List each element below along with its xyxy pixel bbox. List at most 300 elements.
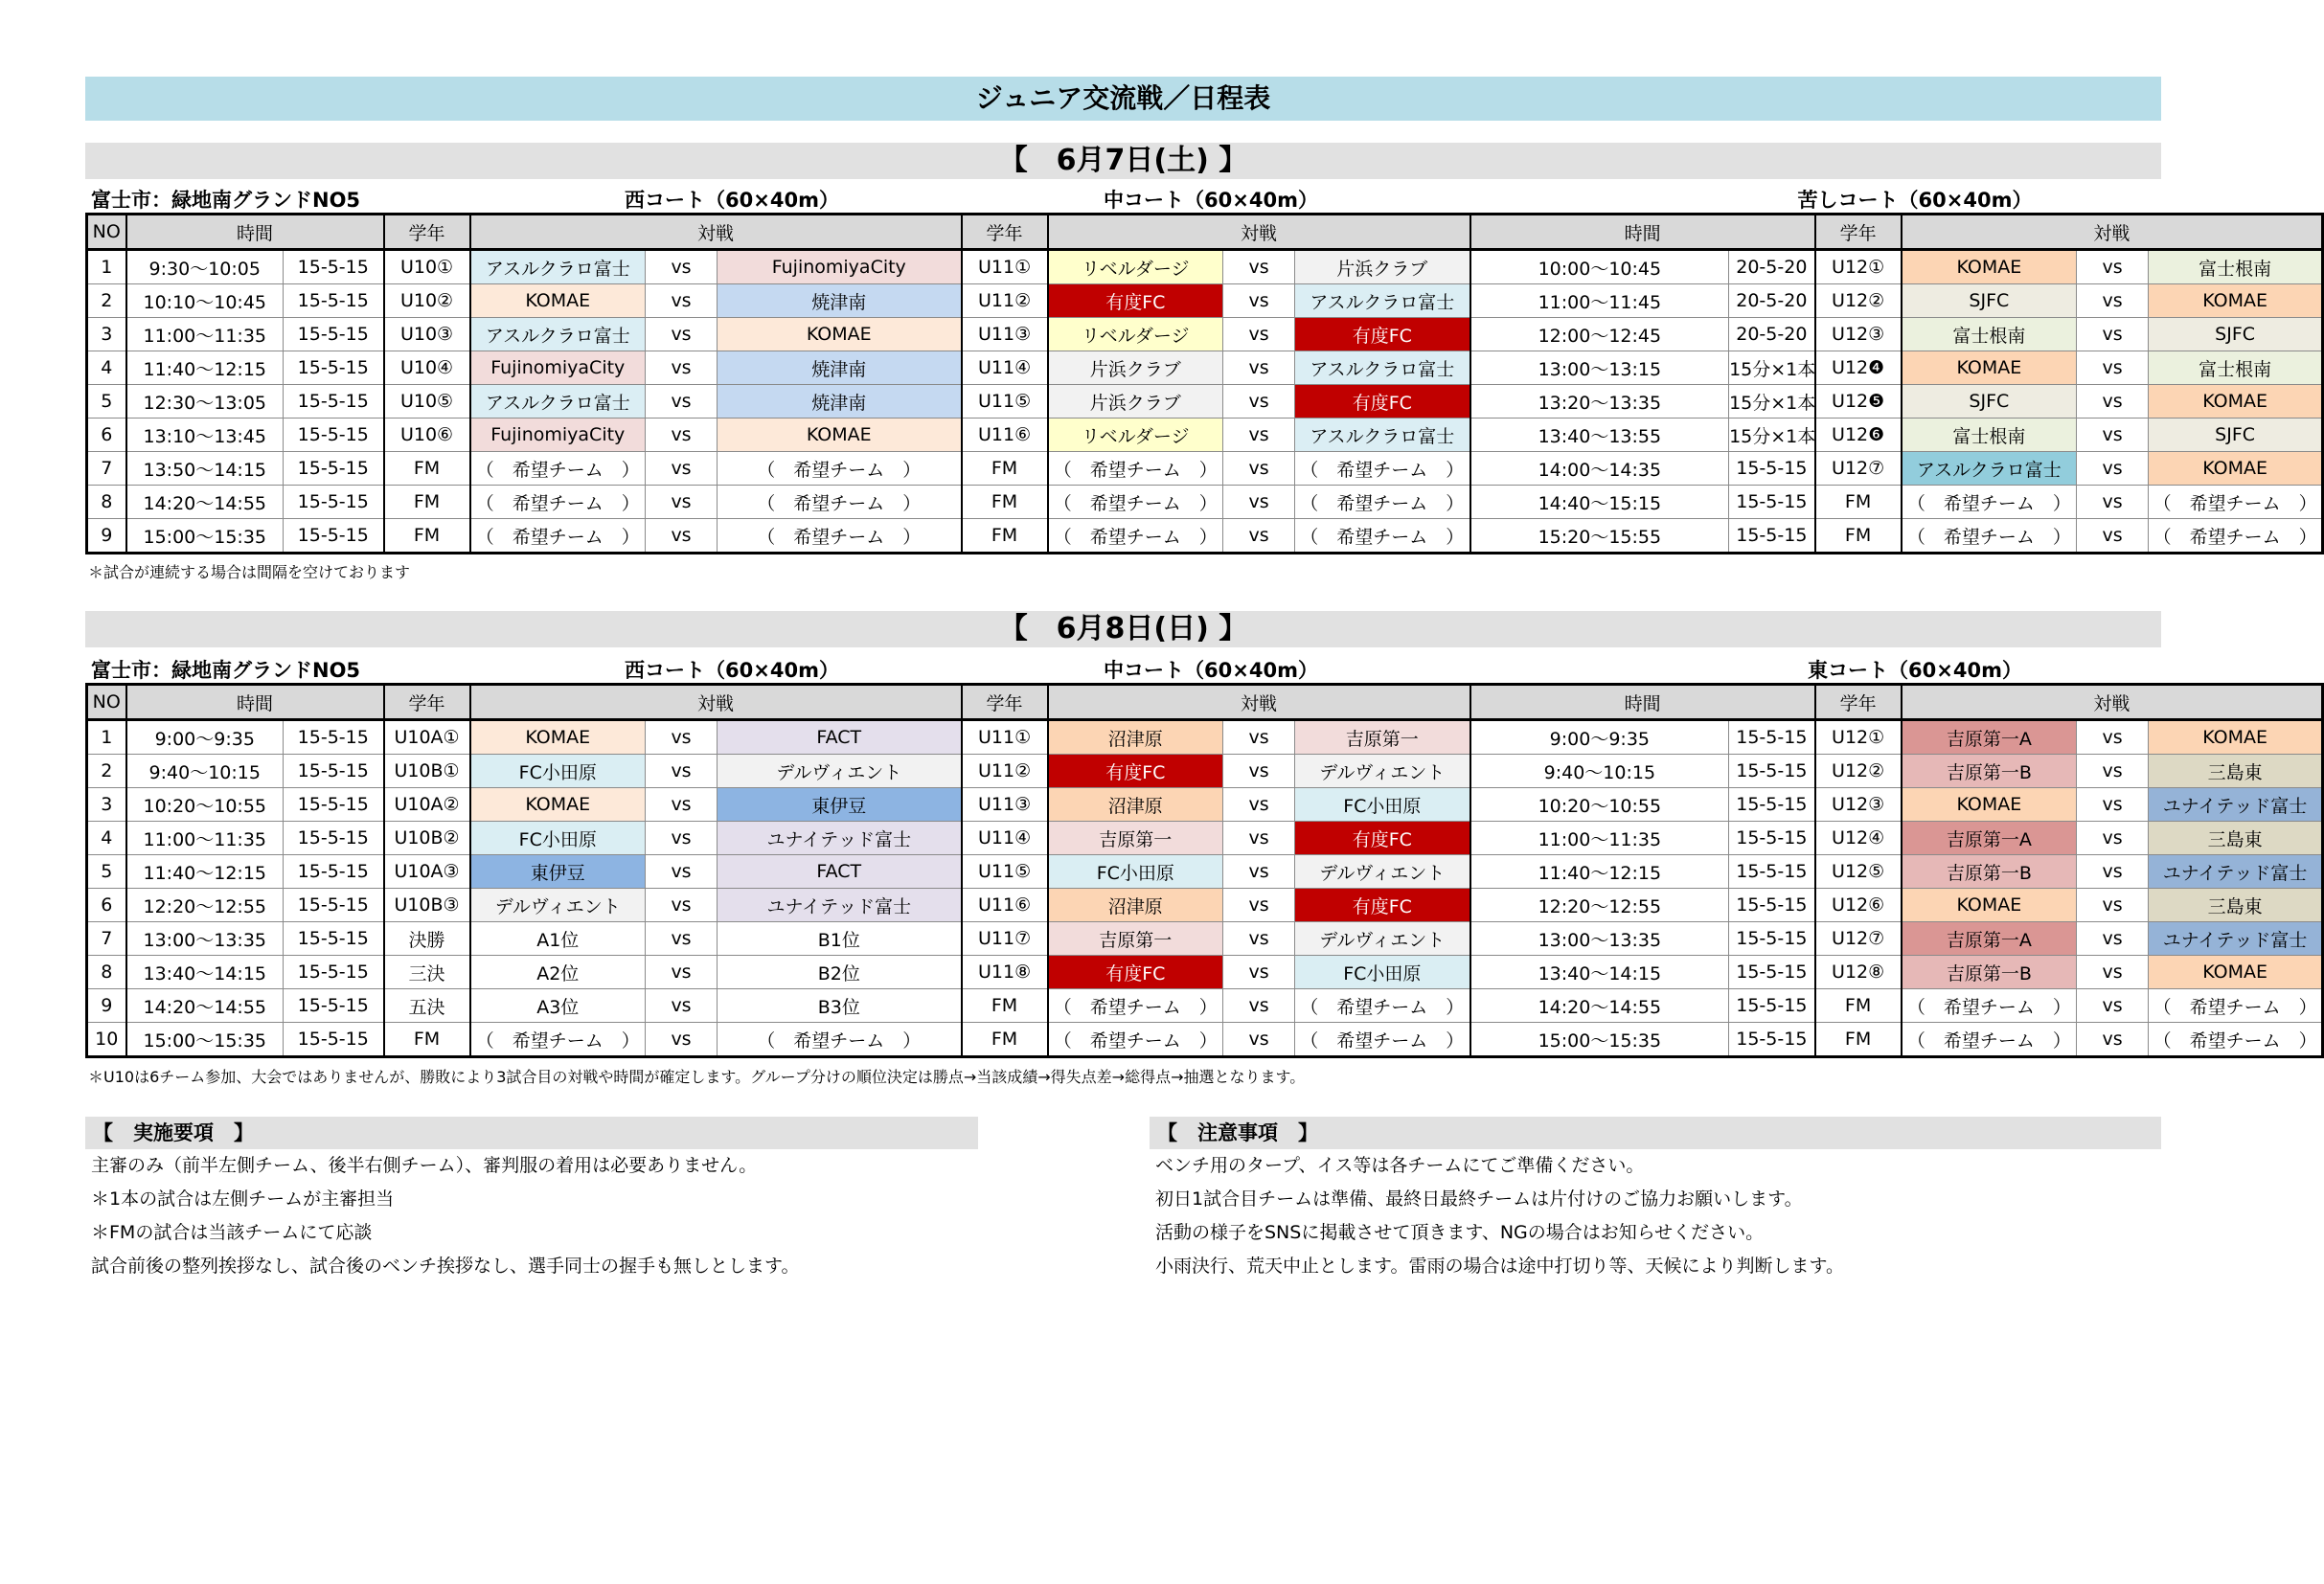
cell-team-home: （ 希望チーム ） (470, 1023, 646, 1057)
cell-format: 15-5-15 (1729, 989, 1815, 1023)
cell-grade: FM (384, 1023, 470, 1057)
cell-grade: U10① (384, 250, 470, 284)
cell-team-away: KOMAE (2149, 956, 2323, 989)
day-2-heading: 【 6月8日(日) 】 (85, 611, 2161, 647)
day-2-west-court: 西コート（60×40m） (625, 659, 839, 682)
cell-time: 11:00～11:35 (1470, 822, 1729, 855)
cell-team-home: アスルクラロ富士 (470, 385, 646, 419)
header-grade: 学年 (1815, 215, 1902, 250)
day-1-west-court: 西コート（60×40m） (625, 189, 839, 212)
table-row (87, 989, 2323, 1023)
day-1-center-court: 中コート（60×40m） (1104, 189, 1318, 212)
cell-grade: U11⑥ (962, 889, 1048, 922)
cell-grade: U11⑦ (962, 922, 1048, 956)
cell-grade: U11④ (962, 351, 1048, 385)
cell-vs: vs (2077, 452, 2149, 486)
cell-team-home: デルヴィエント (470, 889, 646, 922)
cell-time: 10:10～10:45 (126, 284, 284, 318)
cell-grade: U12⑧ (1815, 956, 1902, 989)
cell-team-home: （ 希望チーム ） (1902, 486, 2077, 519)
cell-team-away: （ 希望チーム ） (2149, 486, 2323, 519)
cell-grade: U12③ (1815, 788, 1902, 822)
cell-grade: U11① (962, 250, 1048, 284)
cell-vs: vs (2077, 385, 2149, 419)
cell-vs: vs (646, 452, 718, 486)
cell-team-away: KOMAE (2149, 385, 2323, 419)
cell-time: 11:00～11:45 (1470, 284, 1729, 318)
cell-format: 15-5-15 (284, 889, 384, 922)
table-row (87, 419, 2323, 452)
cell-team-home: （ 希望チーム ） (1048, 989, 1223, 1023)
table-row (87, 788, 2323, 822)
cell-team-away: B1位 (718, 922, 962, 956)
cell-team-home: 沼津原 (1048, 788, 1223, 822)
cell-grade: U12② (1815, 755, 1902, 788)
cell-format: 15-5-15 (284, 720, 384, 755)
cell-team-home: 吉原第一B (1902, 755, 2077, 788)
cell-format: 15-5-15 (284, 351, 384, 385)
cell-time: 12:20～12:55 (1470, 889, 1729, 922)
cell-team-home: 吉原第一A (1902, 720, 2077, 755)
cell-grade: U12① (1815, 720, 1902, 755)
cell-format: 15-5-15 (1729, 720, 1815, 755)
cell-format: 20-5-20 (1729, 284, 1815, 318)
cell-team-away: 有度FC (1295, 385, 1470, 419)
cell-team-away: 有度FC (1295, 822, 1470, 855)
cell-vs: vs (1223, 519, 1295, 554)
cell-team-away: FujinomiyaCity (718, 250, 962, 284)
cell-team-away: 焼津南 (718, 351, 962, 385)
cell-format: 15-5-15 (284, 788, 384, 822)
header-grade: 学年 (962, 215, 1048, 250)
cell-team-away: （ 希望チーム ） (1295, 452, 1470, 486)
cell-grade: U10B① (384, 755, 470, 788)
cell-time: 13:10～13:45 (126, 419, 284, 452)
cell-grade: U12① (1815, 250, 1902, 284)
cell-time: 13:00～13:35 (1470, 922, 1729, 956)
cell-format: 15-5-15 (1729, 956, 1815, 989)
page-title: ジュニア交流戦／日程表 (85, 77, 2161, 121)
cell-vs: vs (646, 486, 718, 519)
cell-format: 15-5-15 (284, 1023, 384, 1057)
cell-grade: U10④ (384, 351, 470, 385)
cell-time: 15:00～15:35 (126, 1023, 284, 1057)
implementation-line: 主審のみ（前半左側チーム、後半右側チーム）、審判服の着用は必要ありません。 (91, 1155, 758, 1176)
cell-time: 9:30～10:05 (126, 250, 284, 284)
cell-team-away: SJFC (2149, 419, 2323, 452)
cell-vs: vs (1223, 720, 1295, 755)
cell-team-away: 焼津南 (718, 385, 962, 419)
cell-time: 14:20～14:55 (126, 486, 284, 519)
cell-format: 15-5-15 (284, 519, 384, 554)
cell-no: 8 (87, 956, 126, 989)
cell-grade: FM (962, 989, 1048, 1023)
cell-vs: vs (2077, 486, 2149, 519)
cell-team-away: FC小田原 (1295, 956, 1470, 989)
cell-time: 11:40～12:15 (126, 855, 284, 889)
table-row (87, 351, 2323, 385)
cell-grade: FM (1815, 519, 1902, 554)
cell-team-home: A1位 (470, 922, 646, 956)
cell-team-away: 富士根南 (2149, 250, 2323, 284)
cell-team-away: デルヴィエント (1295, 855, 1470, 889)
header-time: 時間 (1470, 215, 1815, 250)
cell-time: 11:40～12:15 (126, 351, 284, 385)
cell-time: 13:40～14:15 (126, 956, 284, 989)
caution-line: 活動の様子をSNSに掲載させて頂きます、NGの場合はお知らせください。 (1155, 1222, 1765, 1243)
cell-vs: vs (646, 250, 718, 284)
cell-time: 14:20～14:55 (1470, 989, 1729, 1023)
cell-no: 8 (87, 486, 126, 519)
header-time: 時間 (126, 215, 384, 250)
table-row (87, 822, 2323, 855)
cell-team-home: FujinomiyaCity (470, 351, 646, 385)
cell-no: 5 (87, 385, 126, 419)
cell-vs: vs (2077, 755, 2149, 788)
cell-team-away: B2位 (718, 956, 962, 989)
day-1-schedule-table (85, 213, 2324, 554)
cell-grade: U12③ (1815, 318, 1902, 351)
cell-grade: U10② (384, 284, 470, 318)
cell-vs: vs (646, 855, 718, 889)
cell-time: 15:00～15:35 (1470, 1023, 1729, 1057)
cell-team-home: （ 希望チーム ） (1048, 519, 1223, 554)
cell-team-away: （ 希望チーム ） (718, 519, 962, 554)
header-match: 対戦 (1902, 685, 2323, 720)
header-time: 時間 (126, 685, 384, 720)
cell-format: 15-5-15 (1729, 755, 1815, 788)
cell-time: 14:00～14:35 (1470, 452, 1729, 486)
cell-team-away: （ 希望チーム ） (1295, 1023, 1470, 1057)
cell-team-away: KOMAE (718, 318, 962, 351)
cell-format: 15-5-15 (284, 318, 384, 351)
cell-time: 12:30～13:05 (126, 385, 284, 419)
cell-team-away: アスルクラロ富士 (1295, 284, 1470, 318)
cell-team-away: アスルクラロ富士 (1295, 351, 1470, 385)
cell-format: 20-5-20 (1729, 318, 1815, 351)
cell-grade: FM (384, 452, 470, 486)
cell-format: 15-5-15 (284, 250, 384, 284)
cell-vs: vs (646, 922, 718, 956)
day-2-center-court: 中コート（60×40m） (1104, 659, 1318, 682)
cell-team-home: （ 希望チーム ） (470, 519, 646, 554)
cell-grade: U10A③ (384, 855, 470, 889)
cell-grade: U10⑤ (384, 385, 470, 419)
day-1-note: ＊試合が連続する場合は間隔を空けております (88, 563, 411, 581)
day-2-venue-row (85, 652, 2161, 681)
cell-team-away: アスルクラロ富士 (1295, 419, 1470, 452)
cell-time: 13:40～13:55 (1470, 419, 1729, 452)
header-match: 対戦 (470, 685, 962, 720)
cell-format: 15-5-15 (1729, 922, 1815, 956)
cell-grade: U11② (962, 755, 1048, 788)
cell-format: 15-5-15 (284, 922, 384, 956)
cell-team-away: ユナイテッド富士 (718, 822, 962, 855)
header-grade: 学年 (384, 215, 470, 250)
cell-team-home: （ 希望チーム ） (1048, 486, 1223, 519)
cell-no: 7 (87, 452, 126, 486)
cell-grade: U11② (962, 284, 1048, 318)
caution-line: 初日1試合目チームは準備、最終日最終チームは片付けのご協力お願いします。 (1155, 1188, 1803, 1210)
cell-grade: U11⑧ (962, 956, 1048, 989)
cell-vs: vs (646, 1023, 718, 1057)
cell-vs: vs (1223, 822, 1295, 855)
cell-vs: vs (646, 385, 718, 419)
cell-team-home: 有度FC (1048, 956, 1223, 989)
cell-grade: U11⑤ (962, 855, 1048, 889)
day-2-note: ＊U10は6チーム参加、大会ではありませんが、勝敗により3試合目の対戦や時間が確定します。グループ分けの順位決定は勝点→当該成績→得失点差→総得点→抽選となります。 (88, 1068, 1306, 1086)
cell-grade: U10B③ (384, 889, 470, 922)
cell-time: 9:40～10:15 (126, 755, 284, 788)
cell-team-home: （ 希望チーム ） (1902, 519, 2077, 554)
cell-team-home: KOMAE (470, 788, 646, 822)
cell-team-away: （ 希望チーム ） (1295, 486, 1470, 519)
cell-team-home: 吉原第一B (1902, 855, 2077, 889)
table-row (87, 250, 2323, 284)
cell-team-home: 吉原第一A (1902, 822, 2077, 855)
cell-team-away: ユナイテッド富士 (2149, 855, 2323, 889)
day-1-venue-row (85, 182, 2161, 211)
cell-team-away: KOMAE (2149, 284, 2323, 318)
table-row (87, 720, 2323, 755)
cell-team-home: （ 希望チーム ） (470, 486, 646, 519)
cell-grade: U10B② (384, 822, 470, 855)
cell-team-home: アスルクラロ富士 (470, 318, 646, 351)
cell-time: 14:40～15:15 (1470, 486, 1729, 519)
cell-team-away: （ 希望チーム ） (2149, 519, 2323, 554)
cell-team-home: SJFC (1902, 385, 2077, 419)
cell-time: 11:40～12:15 (1470, 855, 1729, 889)
implementation-heading: 【 実施要項 】 (85, 1117, 978, 1149)
table-row (87, 486, 2323, 519)
cell-team-home: （ 希望チーム ） (1902, 1023, 2077, 1057)
cell-no: 7 (87, 922, 126, 956)
cell-vs: vs (2077, 720, 2149, 755)
cell-vs: vs (2077, 284, 2149, 318)
cell-vs: vs (646, 822, 718, 855)
cell-format: 15-5-15 (1729, 486, 1815, 519)
cell-team-away: 有度FC (1295, 889, 1470, 922)
cell-grade: FM (962, 519, 1048, 554)
cell-grade: FM (962, 486, 1048, 519)
cell-grade: U12❹ (1815, 351, 1902, 385)
cell-format: 15-5-15 (284, 956, 384, 989)
cell-time: 14:20～14:55 (126, 989, 284, 1023)
header-match: 対戦 (1048, 685, 1470, 720)
cell-team-away: B3位 (718, 989, 962, 1023)
cell-team-home: KOMAE (1902, 788, 2077, 822)
cell-team-away: ユナイテッド富士 (2149, 922, 2323, 956)
cell-no: 6 (87, 889, 126, 922)
cell-vs: vs (2077, 250, 2149, 284)
cell-grade: U11⑥ (962, 419, 1048, 452)
day-1-heading: 【 6月7日(土) 】 (85, 143, 2161, 179)
cell-vs: vs (2077, 922, 2149, 956)
cell-format: 15分×1本 (1729, 419, 1815, 452)
cell-team-home: 吉原第一A (1902, 922, 2077, 956)
header-time: 時間 (1470, 685, 1815, 720)
cell-format: 15-5-15 (284, 419, 384, 452)
cell-grade: FM (1815, 486, 1902, 519)
cell-format: 15-5-15 (1729, 452, 1815, 486)
cell-grade: U12❺ (1815, 385, 1902, 419)
day-1-east-court: 苦しコート（60×40m） (1797, 189, 2033, 212)
cell-time: 10:00～10:45 (1470, 250, 1729, 284)
cell-time: 13:20～13:35 (1470, 385, 1729, 419)
cell-vs: vs (646, 519, 718, 554)
cell-grade: U10⑥ (384, 419, 470, 452)
cell-vs: vs (2077, 822, 2149, 855)
cell-format: 15分×1本 (1729, 385, 1815, 419)
cautions-heading: 【 注意事項 】 (1150, 1117, 2161, 1149)
cell-no: 3 (87, 788, 126, 822)
cell-vs: vs (2077, 989, 2149, 1023)
cell-grade: U11③ (962, 318, 1048, 351)
cell-time: 15:20～15:55 (1470, 519, 1729, 554)
cautions-list (1155, 1149, 1844, 1283)
cell-team-home: KOMAE (1902, 889, 2077, 922)
caution-line: 小雨決行、荒天中止とします。雷雨の場合は途中打切り等、天候により判断します。 (1155, 1256, 1844, 1277)
cell-vs: vs (1223, 855, 1295, 889)
cell-team-away: 焼津南 (718, 284, 962, 318)
header-match: 対戦 (1048, 215, 1470, 250)
cell-format: 15-5-15 (284, 385, 384, 419)
cell-team-away: FC小田原 (1295, 788, 1470, 822)
cell-time: 9:00～9:35 (1470, 720, 1729, 755)
table-row (87, 956, 2323, 989)
cell-team-home: FC小田原 (470, 755, 646, 788)
cell-vs: vs (1223, 922, 1295, 956)
cell-format: 15-5-15 (284, 822, 384, 855)
cell-grade: 五決 (384, 989, 470, 1023)
cell-team-home: KOMAE (470, 284, 646, 318)
cell-format: 15-5-15 (284, 855, 384, 889)
day-2-schedule-table (85, 683, 2324, 1058)
cell-team-away: SJFC (2149, 318, 2323, 351)
cell-team-away: 三島東 (2149, 889, 2323, 922)
cell-vs: vs (1223, 889, 1295, 922)
cell-time: 13:00～13:15 (1470, 351, 1729, 385)
cell-format: 15-5-15 (284, 755, 384, 788)
cell-vs: vs (2077, 351, 2149, 385)
cell-team-away: （ 希望チーム ） (718, 1023, 962, 1057)
day-2-venue: 富士市：緑地南グランドNO5 (91, 659, 361, 682)
day-1-venue: 富士市：緑地南グランドNO5 (91, 189, 361, 212)
cell-vs: vs (646, 788, 718, 822)
cell-no: 2 (87, 755, 126, 788)
cell-vs: vs (1223, 284, 1295, 318)
cell-time: 9:00～9:35 (126, 720, 284, 755)
table-row (87, 284, 2323, 318)
cell-team-away: （ 希望チーム ） (1295, 519, 1470, 554)
cell-no: 4 (87, 822, 126, 855)
cell-vs: vs (1223, 1023, 1295, 1057)
cell-grade: U11① (962, 720, 1048, 755)
cell-grade: U12⑦ (1815, 452, 1902, 486)
cell-time: 13:50～14:15 (126, 452, 284, 486)
cell-vs: vs (1223, 250, 1295, 284)
table-row (87, 889, 2323, 922)
cell-vs: vs (2077, 855, 2149, 889)
cell-format: 15-5-15 (1729, 519, 1815, 554)
cell-grade: U10A② (384, 788, 470, 822)
cell-grade: U10A① (384, 720, 470, 755)
implementation-line: ＊FMの試合は当該チームにて応談 (91, 1222, 373, 1243)
cell-no: 5 (87, 855, 126, 889)
table-row (87, 318, 2323, 351)
cell-format: 15-5-15 (1729, 788, 1815, 822)
header-no: NO (87, 685, 126, 720)
cell-grade: U11⑤ (962, 385, 1048, 419)
cell-team-home: FC小田原 (470, 822, 646, 855)
implementation-line: ＊1本の試合は左側チームが主審担当 (91, 1188, 395, 1210)
cell-format: 15-5-15 (1729, 855, 1815, 889)
cell-time: 10:20～10:55 (126, 788, 284, 822)
cell-grade: U12⑦ (1815, 922, 1902, 956)
cell-no: 2 (87, 284, 126, 318)
cell-grade: U11③ (962, 788, 1048, 822)
table-row (87, 755, 2323, 788)
cell-format: 15-5-15 (1729, 822, 1815, 855)
cell-vs: vs (1223, 788, 1295, 822)
cell-team-away: デルヴィエント (718, 755, 962, 788)
cell-team-home: 沼津原 (1048, 720, 1223, 755)
cell-grade: U12⑤ (1815, 855, 1902, 889)
cell-grade: FM (1815, 1023, 1902, 1057)
cell-no: 9 (87, 989, 126, 1023)
cell-vs: vs (2077, 788, 2149, 822)
cell-team-away: ユナイテッド富士 (718, 889, 962, 922)
cell-team-home: （ 希望チーム ） (470, 452, 646, 486)
cell-team-away: KOMAE (2149, 452, 2323, 486)
cell-team-away: ユナイテッド富士 (2149, 788, 2323, 822)
cell-vs: vs (1223, 486, 1295, 519)
cell-vs: vs (1223, 755, 1295, 788)
cell-team-home: リベルダージ (1048, 250, 1223, 284)
cell-vs: vs (2077, 519, 2149, 554)
cell-time: 10:20～10:55 (1470, 788, 1729, 822)
cell-format: 15-5-15 (284, 452, 384, 486)
cell-grade: U12② (1815, 284, 1902, 318)
caution-line: ベンチ用のタープ、イス等は各チームにてご準備ください。 (1155, 1155, 1645, 1176)
cell-vs: vs (1223, 956, 1295, 989)
cell-vs: vs (646, 351, 718, 385)
cell-grade: FM (384, 486, 470, 519)
cell-no: 9 (87, 519, 126, 554)
header-grade: 学年 (962, 685, 1048, 720)
cell-grade: U12④ (1815, 822, 1902, 855)
cell-team-home: 東伊豆 (470, 855, 646, 889)
cell-grade: U12⑥ (1815, 889, 1902, 922)
cell-team-away: （ 希望チーム ） (1295, 989, 1470, 1023)
cell-team-away: 三島東 (2149, 755, 2323, 788)
table-row (87, 452, 2323, 486)
cell-vs: vs (1223, 419, 1295, 452)
header-no: NO (87, 215, 126, 250)
header-grade: 学年 (384, 685, 470, 720)
cell-team-home: アスルクラロ富士 (470, 250, 646, 284)
cell-team-away: KOMAE (718, 419, 962, 452)
cell-format: 15-5-15 (284, 486, 384, 519)
cell-vs: vs (646, 720, 718, 755)
cell-vs: vs (646, 318, 718, 351)
cell-time: 12:00～12:45 (1470, 318, 1729, 351)
cell-team-away: 吉原第一 (1295, 720, 1470, 755)
cell-no: 10 (87, 1023, 126, 1057)
header-match: 対戦 (470, 215, 962, 250)
cell-no: 6 (87, 419, 126, 452)
cell-vs: vs (646, 889, 718, 922)
